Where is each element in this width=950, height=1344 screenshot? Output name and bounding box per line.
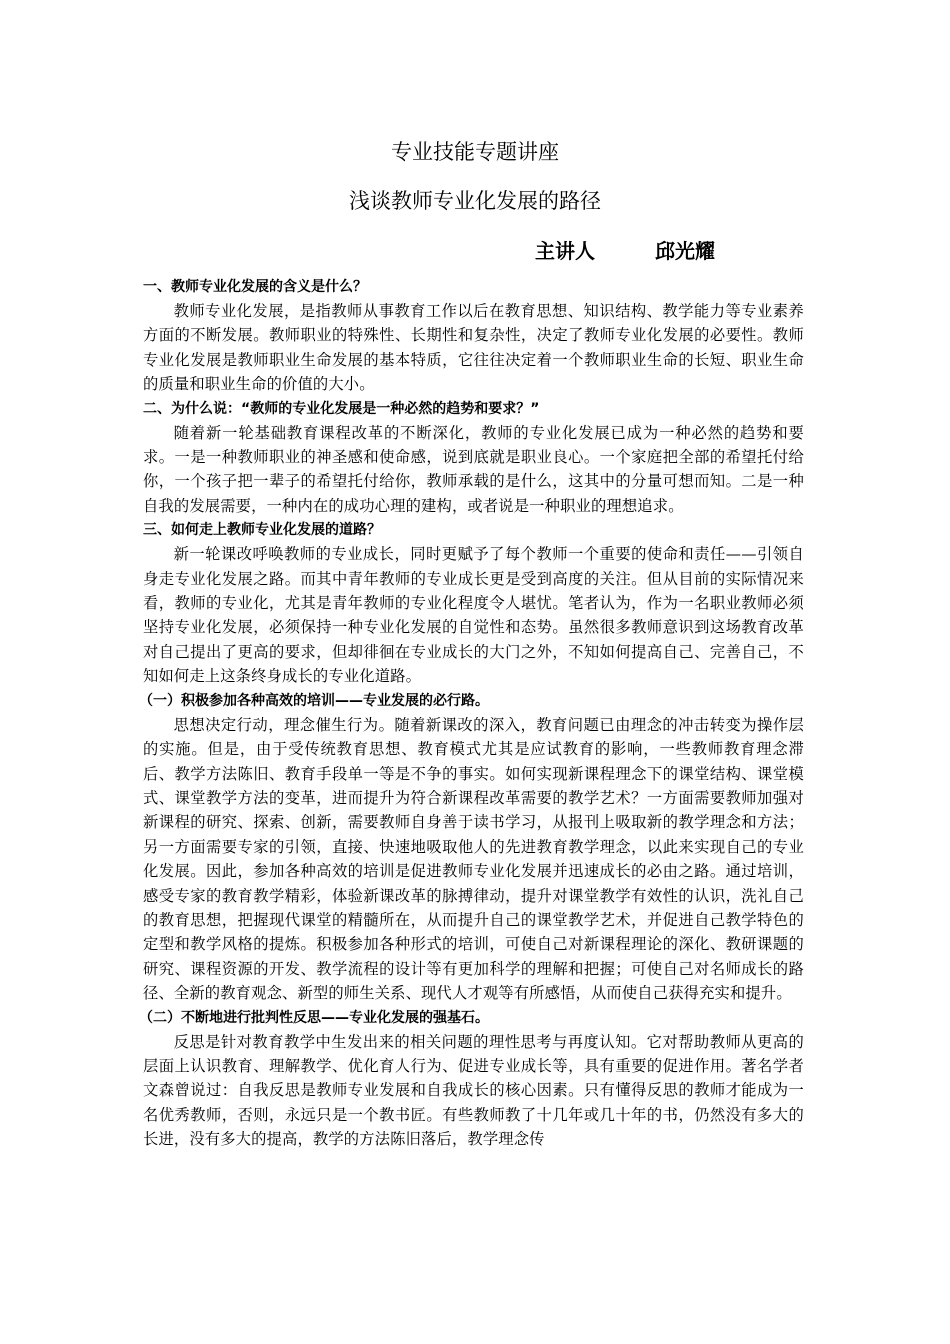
subsection-paragraph-1: 思想决定行动，理念催生行为。随着新课改的深入，教育问题已由理念的冲击转变为操作层的实施。但是，由于受传统教育思想、教育模式尤其是应试教育的影响，一些教师教育理念滞后、教学方法陈旧、教育手段单一等是不争的事实。如何实现新课程理念下的课堂结构、课堂模式、课堂教学方法的变革，进而提升为符合新课程改革需要的教学艺术？一方面需要教师加强对新课程的研究、探索、创新，需要教师自身善于读书学习，从报刊上吸取新的教学理念和方法；另一方面需要专家的引领，直接、快速地吸取他人的先进教育教学理念，以此来实现自己的专业化发展。因此，参加各种高效的培训是促进教师专业化发展并迅速成长的必由之路。通过培训，感受专家的教育教学精彩，体验新课改革的脉搏律动，提升对课堂教学有效性的认识，洗礼自己的教育思想，把握现代课堂的精髓所在，从而提升自己的课堂教学艺术，并促进自己教学特色的定型和教学风格的提炼。积极参加各种形式的培训，可使自己对新课程理论的深化、教研课题的研究、课程资源的开发、教学流程的设计等有更加科学的理解和把握；可使自己对名师成长的路径、全新的教育观念、新型的师生关系、现代人才观等有所感悟，从而使自己获得充实和提升。	[143, 715, 804, 1003]
section-heading-1: 一、教师专业化发展的含义是什么？	[143, 279, 367, 295]
subsection-heading-1: （一）积极参加各种高效的培训——专业发展的必行路。	[139, 692, 489, 709]
section-paragraph-2: 随着新一轮基础教育课程改革的不断深化，教师的专业化发展已成为一种必然的趋势和要求。一是一种教师职业的神圣感和使命感，说到底就是职业良心。一个家庭把全部的希望托付给你，一个孩子把一辈子的希望托付给你，教师承载的是什么，这其中的分量可想而知。二是一种自我的发展需要，一种内在的成功心理的建构，或者说是一种职业的理想追求。	[143, 423, 804, 515]
document-body	[139, 275, 804, 1152]
speaker-line	[535, 237, 715, 265]
document-title: 专业技能专题讲座	[391, 140, 559, 164]
speaker-name: 邱光耀	[655, 239, 715, 263]
subsection-paragraph-2: 反思是针对教育教学中生发出来的相关问题的理性思考与再度认知。它对帮助教师从更高的层面上认识教育、理解教学、优化育人行为、促进专业成长等，具有重要的促进作用。著名学者文森曾说过：自我反思是教师专业发展和自我成长的核心因素。只有懂得反思的教师才能成为一名优秀教师，否则，永远只是一个教书匠。有些教师教了十几年或几十年的书，仍然没有多大的长进，没有多大的提高，教学的方法陈旧落后，教学理念传	[143, 1032, 804, 1149]
document-subtitle: 浅谈教师专业化发展的路径	[349, 189, 601, 213]
section-heading-2: 二、为什么说：“教师的专业化发展是一种必然的趋势和要求？”	[143, 400, 540, 417]
section-paragraph-3: 新一轮课改呼唤教师的专业成长，同时更赋予了每个教师一个重要的使命和责任——引领自身走专业化发展之路。而其中青年教师的专业成长更是受到高度的关注。但从目前的实际情况来看，教师的专业化，尤其是青年教师的专业化程度令人堪忧。笔者认为，作为一名职业教师必须坚持专业化发展，必须保持一种专业化发展的自觉性和态势。虽然很多教师意识到这场教育改革对自己提出了更高的要求，但却徘徊在专业成长的大门之外，不知如何提高自己、完善自己，不知如何走上这条终身成长的专业化道路。	[143, 545, 804, 686]
speaker-label: 主讲人	[535, 239, 595, 263]
section-heading-3: 三、如何走上教师专业化发展的道路？	[143, 522, 381, 539]
section-paragraph-1: 教师专业化发展，是指教师从事教育工作以后在教育思想、知识结构、教学能力等专业素养方面的不断发展。教师职业的特殊性、长期性和复杂性，决定了教师专业化发展的必要性。教师专业化发展是教师职业生命发展的基本特质，它往往决定着一个教师职业生命的长短、职业生命的质量和职业生命的价值的大小。	[143, 302, 804, 394]
subsection-heading-2: （二）不断地进行批判性反思——专业化发展的强基石。	[139, 1009, 489, 1026]
